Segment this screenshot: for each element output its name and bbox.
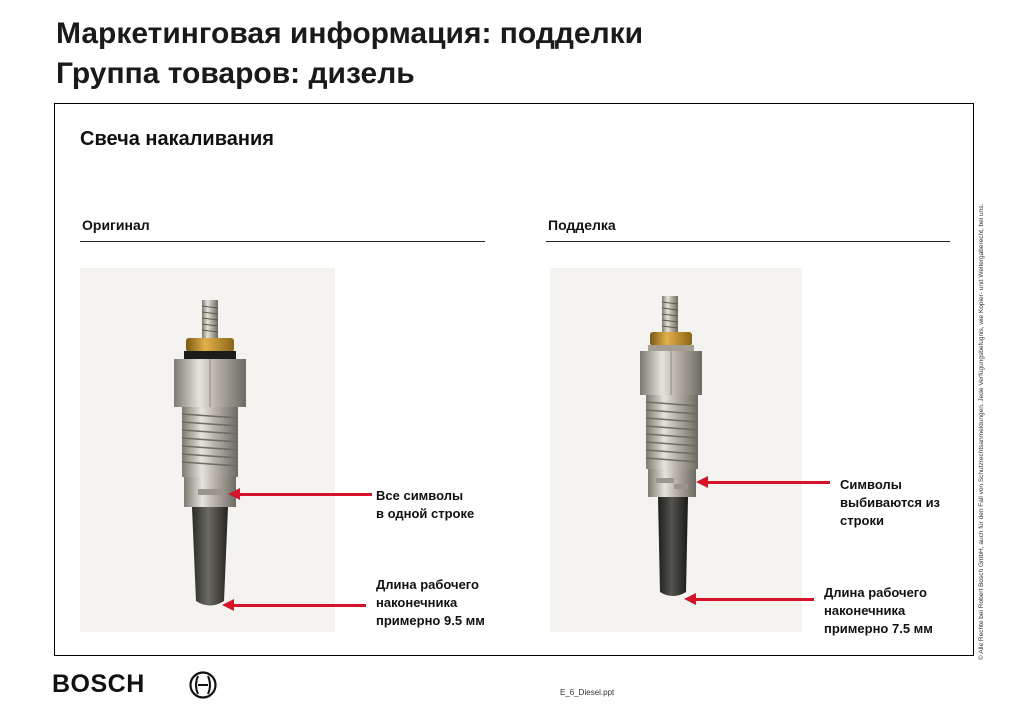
original-divider bbox=[80, 241, 485, 242]
bosch-wordmark: BOSCH bbox=[52, 670, 145, 698]
original-label: Оригинал bbox=[82, 217, 150, 233]
fake-divider bbox=[546, 241, 950, 242]
fake-glow-plug-photo bbox=[550, 268, 802, 632]
page-title bbox=[56, 14, 643, 94]
original-length-note: Длина рабочего наконечника примерно 9.5 мм bbox=[376, 577, 485, 628]
title-line-2: Группа товаров: дизель bbox=[56, 57, 415, 90]
fake-symbols-arrow bbox=[706, 481, 830, 484]
original-symbols-note: Все символы в одной строке bbox=[376, 488, 475, 521]
fake-symbols-note: Символы выбиваются из строки bbox=[840, 477, 941, 528]
fake-length-note: Длина рабочего наконечника примерно 7.5 мм bbox=[824, 585, 933, 636]
file-name: E_6_Diesel.ppt bbox=[560, 688, 615, 697]
slide-heading: Свеча накаливания bbox=[80, 128, 274, 150]
original-symbols-arrow bbox=[238, 493, 372, 496]
bosch-armature-logo-icon bbox=[188, 670, 218, 705]
original-length-arrow bbox=[232, 604, 366, 607]
copyright-notice: © Alle Rechte bei Robert Bosch GmbH, auch für den Fall von Schutzrechtsanmeldungen. Jede Verfügungsbefugnis, wie Kopier- und Weitergaberecht, bei uns. bbox=[978, 203, 985, 660]
title-line-1: Маркетинговая информация: подделки bbox=[56, 17, 644, 50]
original-glow-plug-photo bbox=[80, 268, 335, 632]
fake-label: Подделка bbox=[548, 217, 616, 233]
fake-length-arrow bbox=[694, 598, 814, 601]
